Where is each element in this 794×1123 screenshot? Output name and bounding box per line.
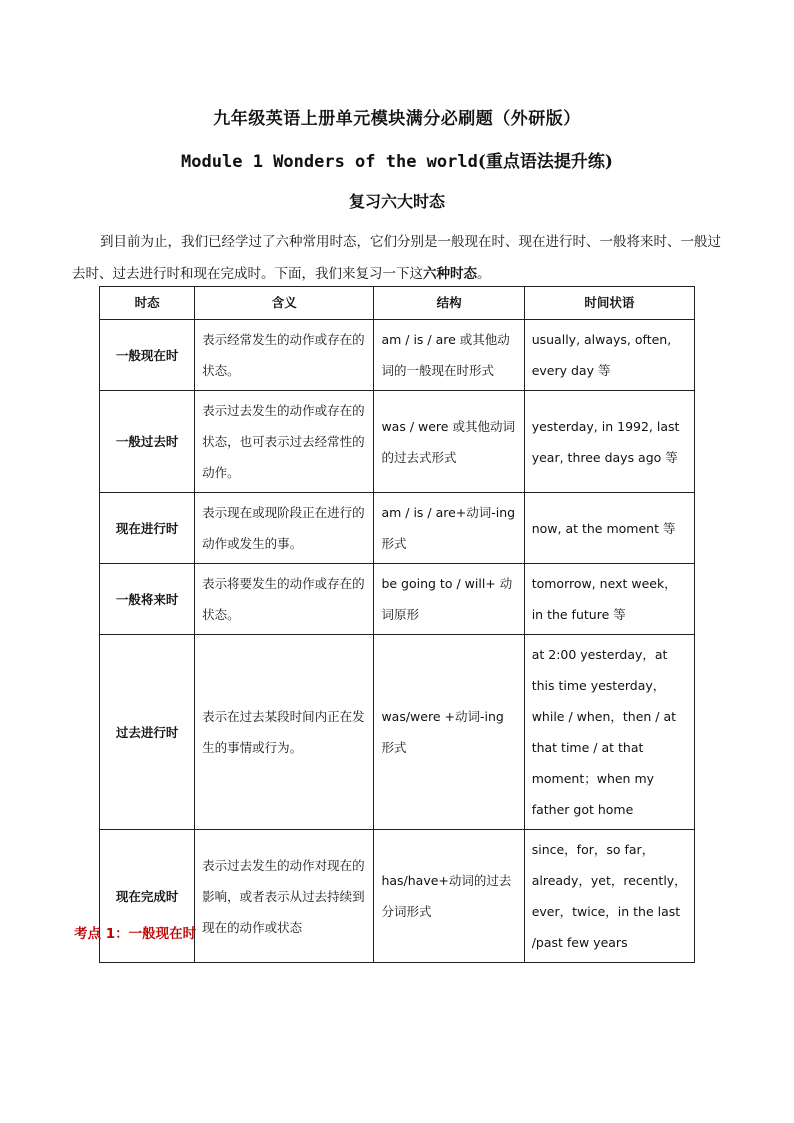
header-meaning: 含义 [195,287,374,320]
intro-emphasis: 六种时态 [423,266,477,282]
meaning-cell: 表示过去发生的动作对现在的影响，或者表示从过去持续到现在的动作或状态 [195,830,374,963]
tense-cell: 一般将来时 [100,564,195,635]
table-row [100,564,695,635]
table-row [100,635,695,830]
header-structure: 结构 [374,287,524,320]
intro-paragraph [72,226,722,290]
tense-cell: 过去进行时 [100,635,195,830]
meaning-cell: 表示现在或现阶段正在进行的动作或发生的事。 [195,493,374,564]
header-tense: 时态 [100,287,195,320]
tense-cell: 一般过去时 [100,391,195,493]
tense-cell: 一般现在时 [100,320,195,391]
header-adverbials: 时间状语 [524,287,694,320]
adverbials-cell: at 2:00 yesterday，at this time yesterday，while / when，then / at that time / at that moment；when my father got home [524,635,694,830]
intro-text: 到目前为止，我们已经学过了六种常用时态，它们分别是一般现在时、现在进行时、一般将来时、一般过去时、过去进行时和现在完成时。下面，我们来复习一下这 [72,234,721,282]
structure-cell: has/have+动词的过去分词形式 [374,830,524,963]
meaning-cell: 表示过去发生的动作或存在的状态，也可表示过去经常性的动作。 [195,391,374,493]
module-title [0,147,794,172]
module-name: Module 1 Wonders of the world [181,152,478,172]
document-title: 九年级英语上册单元模块满分必刷题（外研版） [213,109,581,129]
structure-cell: be going to / will+ 动词原形 [374,564,524,635]
adverbials-cell: since，for，so far，already，yet，recently，ever，twice，in the last /past few years [524,830,694,963]
table-row [100,830,695,963]
meaning-cell: 表示在过去某段时间内正在发生的事情或行为。 [195,635,374,830]
meaning-cell: 表示经常发生的动作或存在的状态。 [195,320,374,391]
table-row [100,320,695,391]
tenses-table [99,286,695,963]
exam-point-heading: 考点 1：一般现在时 [74,926,197,942]
tense-cell: 现在完成时 [100,830,195,963]
adverbials-cell: now, at the moment 等 [524,493,694,564]
meaning-cell: 表示将要发生的动作或存在的状态。 [195,564,374,635]
adverbials-cell: yesterday, in 1992, last year, three days ago 等 [524,391,694,493]
structure-cell: was/were +动词-ing 形式 [374,635,524,830]
table-header-row [100,287,695,320]
structure-cell: am / is / are+动词-ing 形式 [374,493,524,564]
structure-cell: was / were 或其他动词的过去式形式 [374,391,524,493]
adverbials-cell: usually, always, often, every day 等 [524,320,694,391]
table-row [100,493,695,564]
table-row [100,391,695,493]
module-subtitle: (重点语法提升练) [477,152,613,172]
tense-cell: 现在进行时 [100,493,195,564]
intro-end: 。 [477,266,491,282]
structure-cell: am / is / are 或其他动词的一般现在时形式 [374,320,524,391]
adverbials-cell: tomorrow, next week，in the future 等 [524,564,694,635]
section-title: 复习六大时态 [348,192,445,211]
